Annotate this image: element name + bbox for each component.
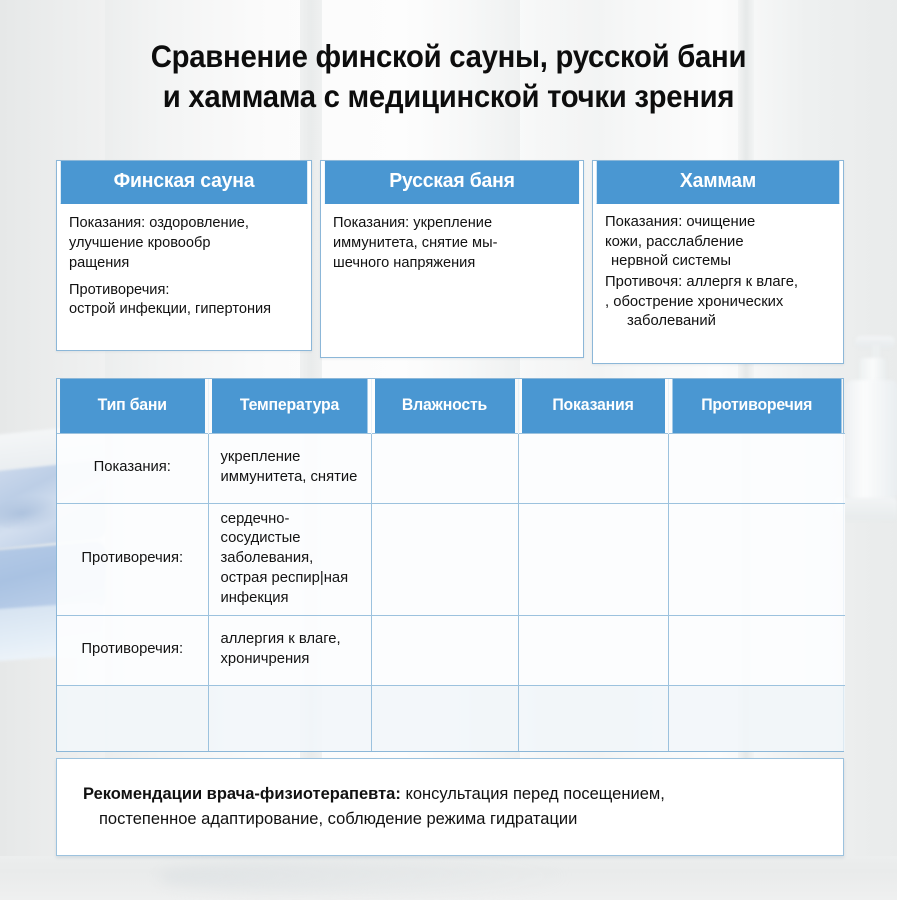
- table-header-row: [57, 379, 845, 433]
- table-cell: [518, 433, 668, 503]
- table-cell: Показания:: [57, 433, 208, 503]
- table-cell: [371, 685, 518, 751]
- recommendation-line-1: [83, 782, 817, 807]
- table-header-humidity: Влажность: [374, 379, 515, 433]
- table-header-contraindications: Противоречия: [672, 379, 842, 433]
- table-header-bath-type: Тип бани: [60, 379, 205, 433]
- card-hammam-contraindications: [605, 273, 832, 332]
- table-cell: [518, 503, 668, 615]
- page-title-line-1: Сравнение финской сауны, русской бани: [150, 38, 747, 74]
- page-title: [31, 36, 865, 117]
- page-title-line-2: и хаммама с медицинской точки зрения: [162, 78, 735, 115]
- card-russian-banya: [320, 160, 584, 358]
- card-finnish-sauna: [56, 160, 312, 351]
- text-line: Противочя: аллергя к влаге,: [605, 274, 799, 291]
- table-cell: [668, 615, 845, 685]
- table-cell: аллергия к влаге, хроничрения: [208, 615, 371, 685]
- table-row: [57, 615, 845, 685]
- comparison-table: [57, 379, 845, 751]
- text-line: Показания: оздоровление,: [69, 215, 249, 231]
- text-line: нервной системы: [611, 253, 731, 270]
- table-body: [57, 433, 845, 751]
- table-cell: сердечно-сосудистые заболевания, острая респир|ная инфекция: [208, 503, 371, 615]
- card-hammam: [592, 160, 844, 364]
- card-hammam-body: [593, 204, 843, 342]
- card-russian-banya-header: Русская баня: [325, 161, 579, 204]
- text-line: Показания: укрепление: [333, 215, 493, 231]
- text-line: острой инфекции, гипертония: [69, 301, 272, 318]
- card-finnish-sauna-contraindications: [69, 281, 300, 321]
- card-finnish-sauna-header: Финская сауна: [61, 161, 307, 204]
- table-cell: [668, 503, 845, 615]
- table-cell: [57, 685, 208, 751]
- card-finnish-sauna-body: [57, 204, 311, 330]
- table-cell: укрепление иммунитета, снятие: [208, 433, 371, 503]
- card-russian-banya-indications: [333, 214, 572, 274]
- text-line: ращения: [69, 254, 130, 271]
- table-cell: [668, 433, 845, 503]
- table-cell: [371, 615, 518, 685]
- table-cell: [518, 615, 668, 685]
- card-russian-banya-body: [321, 204, 583, 284]
- table-row: [57, 685, 845, 751]
- table-cell: [518, 685, 668, 751]
- table-cell: [371, 433, 518, 503]
- table-row: [57, 433, 845, 503]
- text-line: иммунитета, снятие мы-: [333, 234, 498, 251]
- card-hammam-indications: [605, 213, 832, 272]
- table-cell: Противоречия:: [57, 615, 208, 685]
- text-line: Противоречия:: [69, 281, 170, 298]
- table-cell: [668, 685, 845, 751]
- table-cell: [208, 685, 371, 751]
- table-row: [57, 503, 845, 615]
- table-cell: [371, 503, 518, 615]
- card-hammam-header: Хаммам: [597, 161, 840, 204]
- text-line: шечного напряжения: [333, 254, 476, 271]
- card-finnish-sauna-indications: [69, 214, 300, 274]
- comparison-table-wrapper: [56, 378, 844, 752]
- text-line: заболеваний: [627, 313, 716, 330]
- text-line: , обострение хронических: [605, 293, 784, 310]
- text-line: улучшение кровообр: [69, 234, 211, 251]
- recommendation-label: Рекомендации врача-физиотерапевта:: [83, 785, 401, 804]
- table-header-indications: Показания: [521, 379, 665, 433]
- table-header-temperature: Температура: [211, 379, 367, 433]
- recommendation-line-1-rest: консультация перед посещением,: [400, 785, 665, 804]
- table-cell: Противоречия:: [57, 503, 208, 615]
- text-line: Показания: очищение: [605, 214, 756, 230]
- recommendation-line-2: постепенное адаптирование, соблюдение режима гидратации: [99, 810, 578, 828]
- doctor-recommendation-box: [56, 758, 844, 856]
- text-line: кожи, расслабление: [605, 233, 744, 250]
